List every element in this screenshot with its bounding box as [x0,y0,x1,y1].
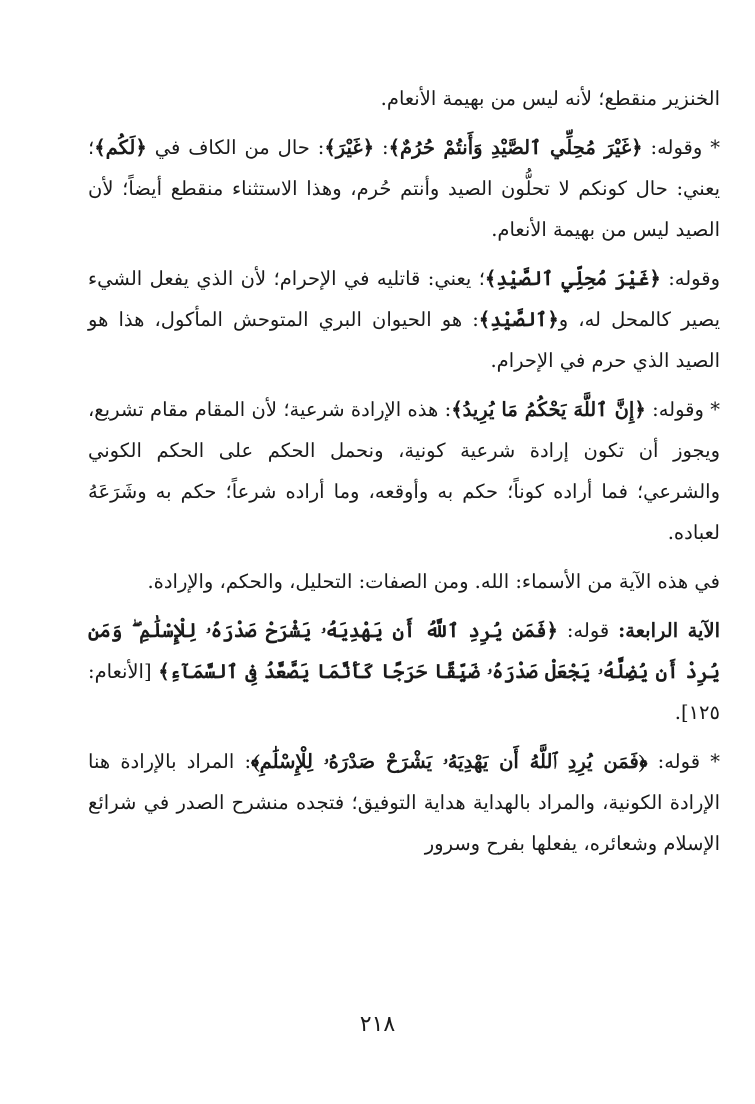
paragraph [88,741,720,864]
quran-verse: ﴿غَيْرَ مُحِلِّي ٱلصَّيْدِ وَأَنتُمْ حُرُمٌ﴾ [388,136,643,159]
paragraph [88,561,720,602]
book-page-body [88,78,720,872]
quran-verse: ﴿فَمَن يُرِدِ ٱللَّهُ أَن يَهْدِيَهُۥ يَشْرَحْ صَدْرَهُۥ لِلْإِسْلَٰمِ﴾ [251,750,648,773]
paragraph [88,258,720,381]
commentary-text: : حال من الكاف في [146,136,325,159]
commentary-text: * قوله: [647,750,720,773]
quran-verse: ﴿غَيْرَ مُحِلِّي ٱلصَّيْدِ﴾ [484,267,661,290]
commentary-text: وقوله: [660,267,720,290]
commentary-text: الخنزير منقطع؛ لأنه ليس من بهيمة الأنعام. [380,87,720,110]
commentary-text: : المراد بالإرادة هنا الإرادة الكونية، والمراد بالهداية هداية التوفيق؛ فتجده منشرح الصدر في شرائع الإسلام وشعائره، يفعلها بفرح وسرور [88,750,720,855]
quran-verse: ﴿إِنَّ ٱللَّهَ يَحْكُمُ مَا يُرِيدُ﴾ [451,398,646,421]
paragraph [88,610,720,733]
paragraph [88,389,720,553]
commentary-text: : هذه الإرادة شرعية؛ لأن المقام مقام تشريع، ويجوز أن تكون إرادة شرعية كونية، ونحمل الحكم على الحكم الكوني والشرعي؛ فما أراده كوناً؛ حكم به وأوقعه، وما أراده شرعاً؛ حكم به وشَرَعَهُ لعباده. [88,398,720,544]
commentary-text: ؛ يعني: قاتليه في الإحرام؛ لأن الذي يفعل الشيء يصير كالمحل له، و [88,267,720,331]
quran-verse: ﴿ٱلصَّيْدِ﴾ [478,308,559,331]
commentary-text: * وقوله: [642,136,720,159]
quran-verse: ﴿غَيْرَ﴾ [324,136,375,159]
paragraph [88,127,720,250]
quran-verse: ﴿لَكُم﴾ [94,136,147,159]
paragraph [88,78,720,119]
commentary-text: : هو الحيوان البري المتوحش المأكول، هذا هو الصيد الذي حرم في الإحرام. [88,308,720,372]
commentary-text: قوله: [558,619,619,642]
commentary-text: : [374,136,389,159]
quran-verse: ﴿فَمَن يُرِدِ ٱللَّهُ أَن يَهْدِيَهُۥ يَشْرَحْ صَدْرَهُۥ لِلْإِسْلَٰمِ ۖ وَمَن يُرِدْ أَن يُضِلَّهُۥ يَجْعَلْ صَدْرَهُۥ ضَيِّقًا حَرَجًا كَأَنَّمَا يَصَّعَّدُ فِى ٱلسَّمَآءِ﴾ [88,619,720,683]
commentary-text: * وقوله: [645,398,720,421]
commentary-text: [الأنعام: ١٢٥]. [88,660,720,724]
page-number: ٢١٨ [359,1012,396,1037]
commentary-text: ؛ يعني: حال كونكم لا تحلُّون الصيد وأنتم حُرم، وهذا الاستثناء منقطع أيضاً؛ لأن الصيد ليس من بهيمة الأنعام. [88,136,720,241]
section-label: الآية الرابعة: [618,619,720,642]
commentary-text: في هذه الآية من الأسماء: الله. ومن الصفات: التحليل، والحكم، والإرادة. [147,570,720,593]
